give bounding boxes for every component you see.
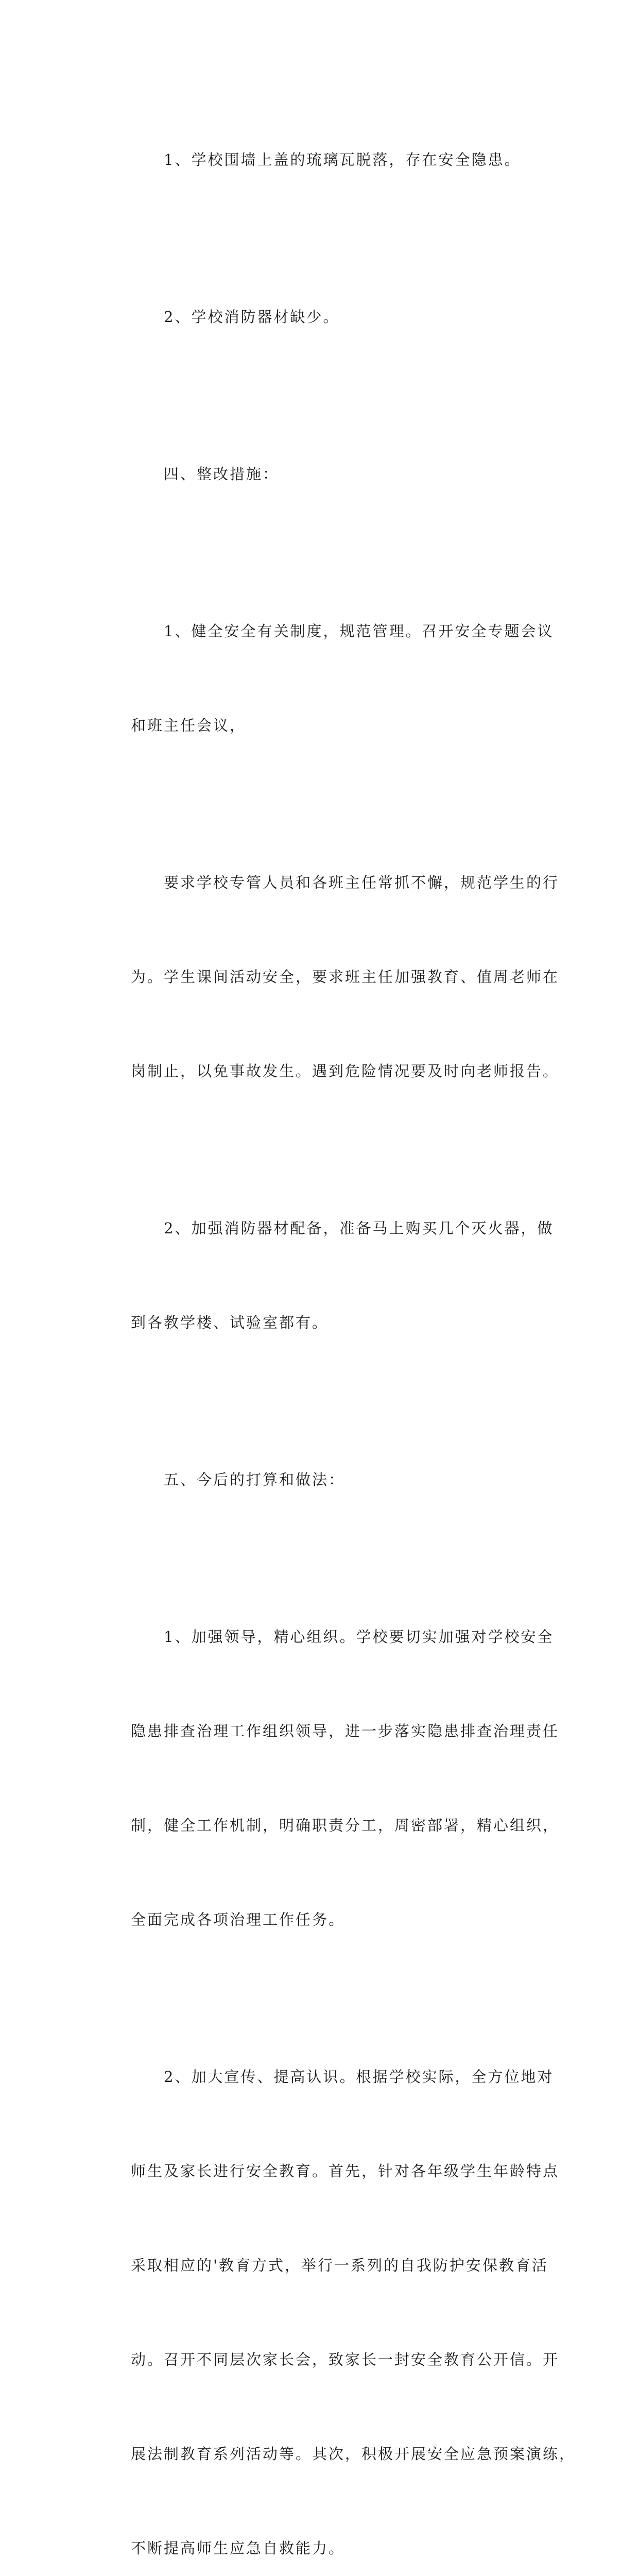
- text-line: 到各教学楼、试验室都有。: [131, 1314, 329, 1331]
- text-line: 和班主任会议，: [131, 717, 247, 734]
- text-line: 岗制止，以免事故发生。遇到危险情况要及时向老师报告。: [131, 1062, 560, 1080]
- text-line: 1、学校围墙上盖的琉璃瓦脱落，存在安全隐患。: [164, 151, 521, 168]
- text-line: 师生及家长进行安全教育。首先，针对各年级学生年龄特点: [131, 2162, 560, 2180]
- paragraph-publicity: [98, 1998, 576, 2576]
- text-line: 要求学校专管人员和各班主任常抓不懈，规范学生的行: [164, 874, 560, 891]
- paragraph-leadership: [98, 1558, 560, 1998]
- paragraph-staff-requirements: [98, 804, 560, 1150]
- text-line: 全面完成各项治理工作任务。: [131, 1911, 346, 1928]
- text-line: 采取相应的'教育方式，举行一系列的自我防护安保教育活: [131, 2257, 548, 2274]
- paragraph-wall-tiles: [98, 81, 551, 239]
- text-line: 隐患排查治理工作组织领导，进一步落实隐患排查治理责任: [131, 1722, 560, 1740]
- text-line: 为。学生课间活动安全，要求班主任加强教育、值周老师在: [131, 968, 560, 986]
- text-line: 制，健全工作机制，明确职责分工，周密部署，精心组织，: [131, 1817, 560, 1834]
- paragraph-fire-equipment-shortage: [98, 239, 551, 396]
- text-line: 五、今后的打算和做法：: [164, 1471, 346, 1488]
- text-line: 不断提高师生应急自救能力。: [131, 2539, 346, 2557]
- text-line: 2、学校消防器材缺少。: [164, 308, 340, 326]
- heading-rectification-measures: [98, 396, 551, 553]
- text-line: 展法制教育系列活动等。其次，积极开展安全应急预案演练，: [131, 2445, 576, 2463]
- text-line: 2、加大宣传、提高认识。根据学校实际，全方位地对: [164, 2068, 554, 2086]
- text-line: 四、整改措施：: [164, 465, 280, 483]
- document-body: [98, 81, 576, 2576]
- heading-future-plans: [98, 1401, 551, 1558]
- paragraph-fire-equipment: [98, 1150, 554, 1401]
- text-line: 1、加强领导，精心组织。学校要切实加强对学校安全: [164, 1628, 554, 1646]
- text-line: 动。召开不同层次家长会，致家长一封安全教育公开信。开: [131, 2351, 560, 2368]
- text-line: 2、加强消防器材配备，准备马上购买几个灭火器，做: [164, 1219, 554, 1237]
- paragraph-safety-system: [98, 553, 554, 804]
- text-line: 1、健全安全有关制度，规范管理。召开安全专题会议: [164, 622, 554, 640]
